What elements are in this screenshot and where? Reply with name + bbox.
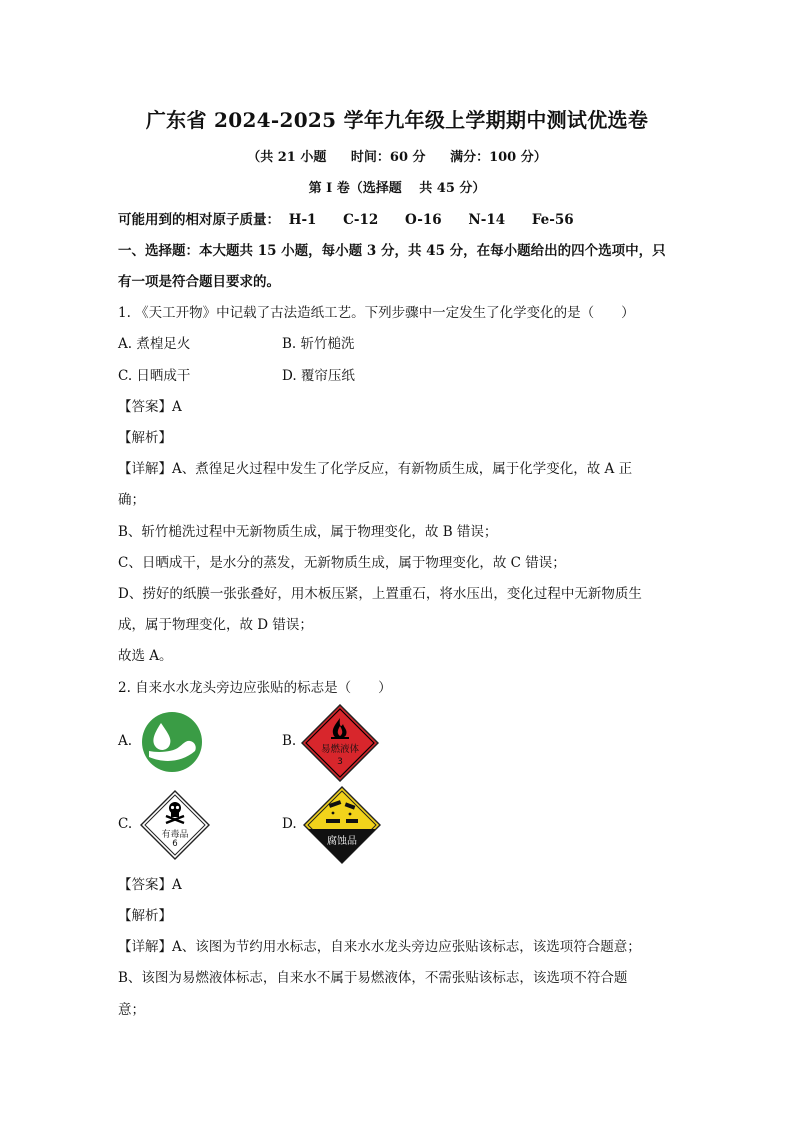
q1-detail-1: 【详解】A、煮徨足火过程中发生了化学反应，有新物质生成，属于化学变化，故 A 正 [118,461,633,477]
mass-h: H-1 [288,212,317,228]
q1-option-d: D. 覆帘压纸 [282,368,355,384]
page-title: 广东省 2024-2025 学年九年级上学期期中测试优选卷 [145,108,649,132]
section-title: 第 I 卷（选择题 共 45 分） [308,181,486,196]
corrosive-sign-text: 腐蚀品 [327,836,357,847]
mass-c: C-12 [343,212,379,228]
q2-stem: 2. 自来水水龙头旁边应张贴的标志是（ ） [118,680,392,696]
q2-detail-1: 【详解】A、该图为节约用水标志，自来水水龙头旁边应张贴该标志，该选项符合题意； [118,939,641,955]
meta-score: 满分：100 分） [450,150,547,165]
part1-heading-2: 有一项是符合题目要求的。 [118,274,280,290]
q2-option-a: A. [118,733,133,749]
q1-option-a: A. 煮楻足火 [118,336,191,352]
exam-meta [0,146,794,165]
water-saving-icon [141,711,203,773]
q2-answer: 【答案】A [118,877,182,893]
q1-detail-2: 确； [118,492,145,508]
skull-crossbones-icon [140,790,210,860]
q1-detail-3: B、斩竹槌洗过程中无新物质生成，属于物理变化，故 B 错误； [118,524,498,540]
q1-analysis: 【解析】 [118,430,172,446]
q1-option-c: C. 日晒成干 [118,368,191,384]
q2-option-c: C. [118,816,133,832]
mass-fe: Fe-56 [531,212,574,228]
mass-o: O-16 [405,212,442,228]
q1-answer: 【答案】A [118,399,182,415]
atomic-mass-label: 可能用到的相对原子质量： [118,212,280,228]
q1-detail-7: 故选 A。 [118,648,173,664]
q2-detail-2: B、该图为易燃液体标志，自来水不属于易燃液体，不需张贴该标志，该选项不符合题 [118,970,628,986]
toxic-sign-number: 6 [172,839,178,849]
corrosive-icon [303,786,381,864]
q2-option-d: D. [282,816,297,832]
part1-heading-1: 一、选择题：本大题共 15 小题，每小题 3 分，共 45 分，在每小题给出的四个选项中，只 [118,243,666,259]
q1-detail-6: 成，属于物理变化，故 D 错误； [118,617,313,633]
water-saving-sign [141,711,203,773]
q1-detail-4: C、日晒成干，是水分的蒸发，无新物质生成，属于物理变化，故 C 错误； [118,555,566,571]
corrosive-sign [303,786,381,864]
meta-time: 时间：60 分 [350,150,426,165]
atomic-mass-line [118,208,596,228]
toxic-sign-text: 有毒品 [161,830,189,840]
mass-n: N-14 [468,212,506,228]
flammable-sign-number: 3 [337,757,343,767]
q1-option-b: B. 斩竹槌洗 [282,336,355,352]
q2-option-b: B. [282,733,297,749]
q1-detail-5: D、捞好的纸膜一张张叠好，用木板压紧，上置重石，将水压出，变化过程中无新物质生 [118,586,642,602]
meta-count: （共 21 小题 [247,150,327,165]
flammable-sign-text: 易燃液体 [320,744,359,755]
q1-stem: 1. 《天工开物》中记载了古法造纸工艺。下列步骤中一定发生了化学变化的是（ ） [118,305,635,321]
toxic-sign [140,790,210,860]
q2-analysis: 【解析】 [118,908,172,924]
flammable-liquid-sign [301,704,379,782]
q2-detail-3: 意； [118,1002,145,1018]
